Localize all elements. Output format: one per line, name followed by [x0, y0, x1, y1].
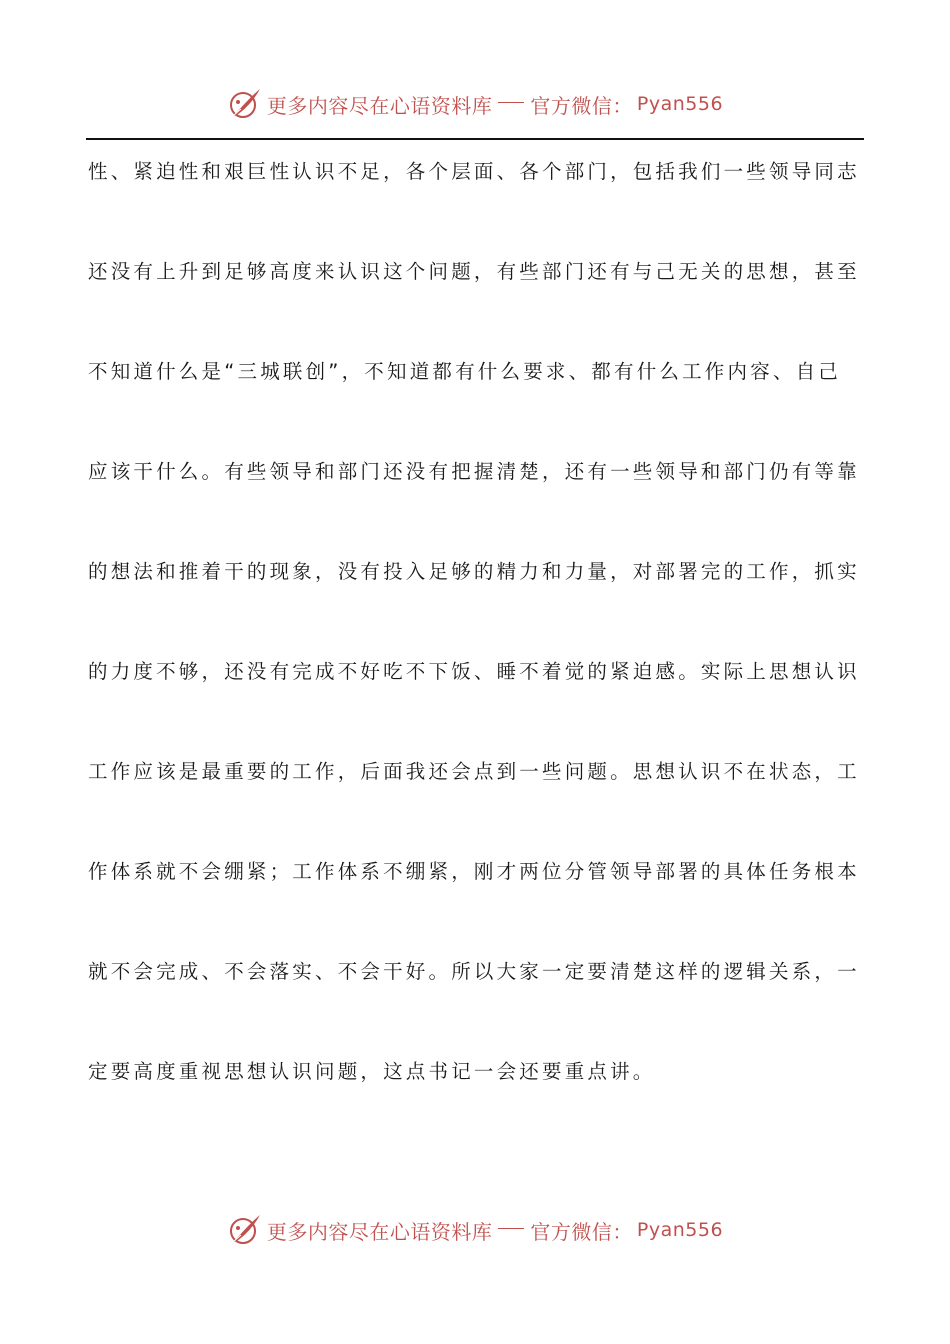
- footer-dash: [498, 1228, 524, 1229]
- header-dash: [498, 102, 524, 103]
- page-footer: [0, 1210, 950, 1250]
- body-line: 定要高度重视思想认识问题，这点书记一会还要重点讲。: [88, 1060, 656, 1083]
- footer-wechat-id: Pyan556: [636, 1219, 724, 1241]
- quill-pen-circle-icon: [227, 86, 263, 122]
- body-line: 工作应该是最重要的工作，后面我还会点到一些问题。思想认识不在状态，工: [88, 760, 860, 783]
- body-line: 还没有上升到足够高度来认识这个问题，有些部门还有与己无关的思想，甚至: [88, 260, 860, 283]
- page-header: [0, 84, 950, 124]
- body-line: 就不会完成、不会落实、不会干好。所以大家一定要清楚这样的逻辑关系，一: [88, 960, 860, 983]
- footer-subtitle-prefix: 官方微信：: [530, 1219, 633, 1244]
- body-line: 性、紧迫性和艰巨性认识不足，各个层面、各个部门，包括我们一些领导同志: [88, 160, 860, 183]
- body-line: 的想法和推着干的现象，没有投入足够的精力和力量，对部署完的工作，抓实: [88, 560, 860, 583]
- footer-title: 更多内容尽在心语资料库: [266, 1219, 493, 1244]
- body-line: 作体系就不会绷紧；工作体系不绷紧，刚才两位分管领导部署的具体任务根本: [88, 860, 860, 883]
- body-line: 应该干什么。有些领导和部门还没有把握清楚，还有一些领导和部门仍有等靠: [88, 460, 860, 483]
- header-divider: [86, 138, 864, 140]
- document-body: [88, 150, 864, 1150]
- header-wechat-id: Pyan556: [636, 93, 724, 115]
- body-line: 的力度不够，还没有完成不好吃不下饭、睡不着觉的紧迫感。实际上思想认识: [88, 660, 860, 683]
- quill-pen-circle-icon: [227, 1212, 263, 1248]
- header-brand: [227, 86, 723, 122]
- body-line: 不知道什么是“三城联创”，不知道都有什么要求、都有什么工作内容、自己: [88, 360, 842, 383]
- header-subtitle-prefix: 官方微信：: [530, 93, 633, 118]
- header-title: 更多内容尽在心语资料库: [266, 93, 493, 118]
- footer-brand: [227, 1212, 723, 1248]
